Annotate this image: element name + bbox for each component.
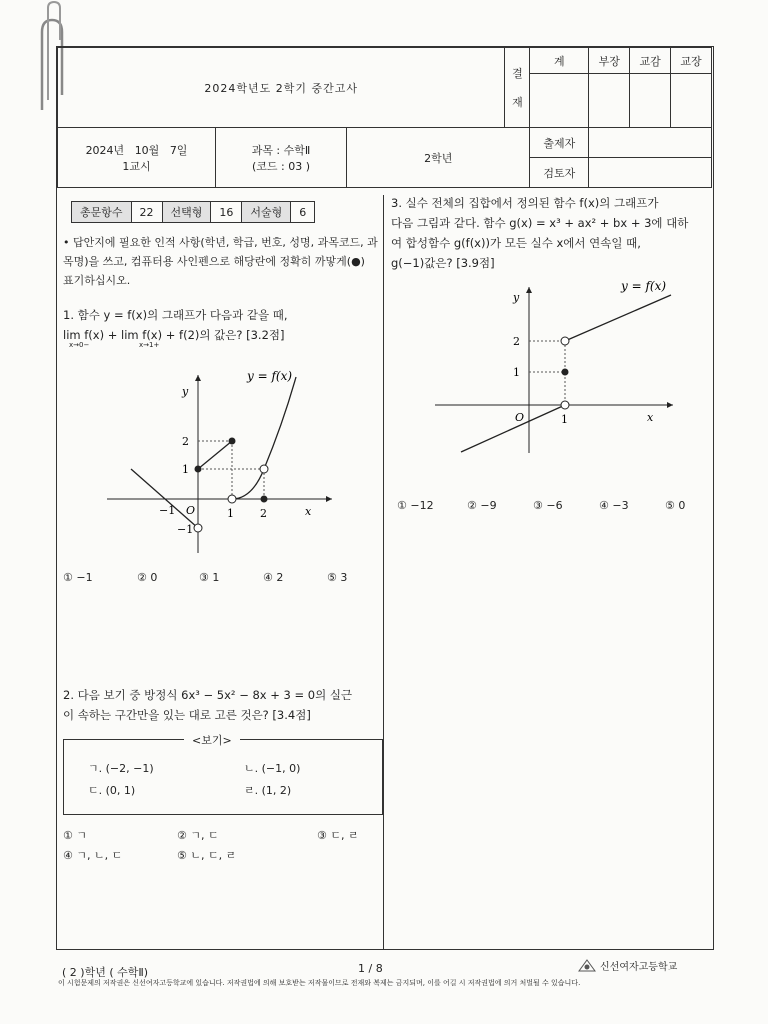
q1-lim1-sub: x→0− bbox=[69, 341, 90, 349]
approval-col-3: 교감 bbox=[630, 48, 671, 74]
school-name: 신선여자고등학교 bbox=[600, 962, 678, 973]
question-count-table bbox=[71, 201, 315, 223]
q1-ytick-1: 1 bbox=[182, 463, 189, 476]
q2-choice-1[interactable]: ① ㄱ bbox=[63, 829, 87, 842]
approval-label: 결 재 bbox=[505, 48, 530, 128]
essay-count-label: 서술형 bbox=[242, 202, 291, 223]
q2-bogi-item-2: ㄴ. (−1, 0) bbox=[244, 762, 301, 775]
q3-y-label: y bbox=[513, 291, 520, 304]
q2-line-1: 2. 다음 보기 중 방정식 6x³ − 5x² − 8x + 3 = 0의 실근 bbox=[63, 688, 353, 702]
q3-choice-2[interactable]: ② −9 bbox=[467, 499, 497, 512]
signature-box-3 bbox=[630, 74, 671, 128]
q1-line-1: 1. 함수 y = f(x)의 그래프가 다음과 같을 때, bbox=[63, 308, 288, 322]
reviewer-label: 검토자 bbox=[530, 158, 589, 188]
q2-bogi-title: <보기> bbox=[184, 732, 240, 748]
q3-line-3: 여 합성함수 g(f(x))가 모든 실수 x에서 연속일 때, bbox=[391, 236, 641, 250]
copyright-notice: 이 시험문제의 저작권은 신선여자고등학교에 있습니다. 저작권법에 의해 보호받는 저작물이므로 전재와 복제는 금지되며, 이를 어길 시 저작권법에 의거 처벌될 수 있습니다. bbox=[58, 979, 581, 987]
q2-choice-4[interactable]: ④ ㄱ, ㄴ, ㄷ bbox=[63, 849, 123, 862]
q3-choice-5[interactable]: ⑤ 0 bbox=[665, 499, 686, 512]
approval-col-1: 계 bbox=[530, 48, 589, 74]
q1-lim2-sub: x→1+ bbox=[139, 341, 160, 349]
q3-choice-3[interactable]: ③ −6 bbox=[533, 499, 563, 512]
signature-box-1 bbox=[530, 74, 589, 128]
q2-line-2: 이 속하는 구간만을 있는 대로 고른 것은? [3.4점] bbox=[63, 708, 311, 722]
footer-grade-subject: ( 2 )학년 ( 수학Ⅱ) bbox=[62, 966, 149, 979]
signature-box-2 bbox=[589, 74, 630, 128]
q3-choice-1[interactable]: ① −12 bbox=[397, 499, 434, 512]
q3-line-1: 3. 실수 전체의 집합에서 정의된 함수 f(x)의 그래프가 bbox=[391, 196, 659, 210]
reviewer-value bbox=[589, 158, 712, 188]
q1-choice-4[interactable]: ④ 2 bbox=[263, 571, 284, 584]
q3-text bbox=[391, 193, 711, 273]
q1-xtick-2: 2 bbox=[260, 507, 267, 520]
q2-choice-3[interactable]: ③ ㄷ, ㄹ bbox=[317, 829, 359, 842]
q1-choice-2[interactable]: ② 0 bbox=[137, 571, 158, 584]
q2-text bbox=[63, 685, 381, 725]
q1-ytick-neg1: −1 bbox=[177, 523, 194, 536]
q3-line-2: 다음 그림과 같다. 함수 g(x) = x³ + ax² + bx + 3에 대하 bbox=[391, 216, 689, 230]
total-count: 22 bbox=[131, 202, 162, 223]
q1-x-label: x bbox=[305, 505, 312, 518]
q1-text bbox=[63, 305, 381, 345]
essay-count: 6 bbox=[291, 202, 315, 223]
q3-ytick-1: 1 bbox=[513, 366, 520, 379]
mc-count: 16 bbox=[211, 202, 242, 223]
q2-bogi-item-1: ㄱ. (−2, −1) bbox=[88, 762, 154, 775]
setter-value bbox=[589, 128, 712, 158]
subject-cell: 과목 : 수학Ⅱ (코드 : 03 ) bbox=[216, 128, 347, 188]
q1-choice-3[interactable]: ③ 1 bbox=[199, 571, 220, 584]
q1-choice-1[interactable]: ① −1 bbox=[63, 571, 93, 584]
school-emblem-icon bbox=[578, 959, 596, 973]
q3-xtick-1: 1 bbox=[561, 413, 568, 426]
q1-graph bbox=[107, 365, 337, 555]
q3-line-4: g(−1)값은? [3.9점] bbox=[391, 256, 495, 270]
q1-xtick-neg1: −1 bbox=[159, 504, 176, 517]
exam-date: 2024년 10월 7일 1교시 bbox=[58, 128, 216, 188]
q1-origin: O bbox=[186, 504, 196, 517]
mc-count-label: 선택형 bbox=[162, 202, 211, 223]
q1-xtick-1: 1 bbox=[227, 507, 234, 520]
q2-bogi-item-4: ㄹ. (1, 2) bbox=[244, 784, 292, 797]
column-divider bbox=[383, 195, 384, 949]
q2-bogi-box bbox=[63, 734, 383, 815]
signature-box-4 bbox=[671, 74, 712, 128]
exam-title: 2024학년도 2학기 중간고사 bbox=[58, 48, 505, 128]
school-logo bbox=[578, 958, 677, 973]
q3-origin: O bbox=[515, 411, 525, 424]
exam-frame bbox=[56, 46, 714, 950]
q3-graph bbox=[433, 277, 679, 457]
setter-label: 출제자 bbox=[530, 128, 589, 158]
q3-func-label: y = f(x) bbox=[621, 279, 667, 293]
q1-func-label: y = f(x) bbox=[247, 369, 293, 383]
q1-y-label: y bbox=[182, 385, 189, 398]
approval-col-4: 교장 bbox=[671, 48, 712, 74]
approval-col-2: 부장 bbox=[589, 48, 630, 74]
q3-ytick-2: 2 bbox=[513, 335, 520, 348]
q2-choice-2[interactable]: ② ㄱ, ㄷ bbox=[177, 829, 219, 842]
q1-choice-5[interactable]: ⑤ 3 bbox=[327, 571, 348, 584]
q1-ytick-2: 2 bbox=[182, 435, 189, 448]
q1-line-2: lim f(x) + lim f(x) + f(2)의 값은? [3.2점] bbox=[63, 328, 285, 342]
q3-choice-4[interactable]: ④ −3 bbox=[599, 499, 629, 512]
instructions: • 답안지에 필요한 인적 사항(학년, 학급, 번호, 성명, 과목코드, 과목명)을 쓰고, 컴퓨터용 사인펜으로 해당란에 정확히 까맣게(●) 표기하십시오. bbox=[63, 236, 378, 287]
header-table bbox=[57, 47, 712, 188]
q2-bogi-item-3: ㄷ. (0, 1) bbox=[88, 784, 136, 797]
q3-x-label: x bbox=[647, 411, 654, 424]
q2-choice-5[interactable]: ⑤ ㄴ, ㄷ, ㄹ bbox=[177, 849, 237, 862]
grade-cell: 2학년 bbox=[347, 128, 530, 188]
page-number: 1 / 8 bbox=[358, 962, 383, 975]
total-count-label: 총문항수 bbox=[72, 202, 132, 223]
